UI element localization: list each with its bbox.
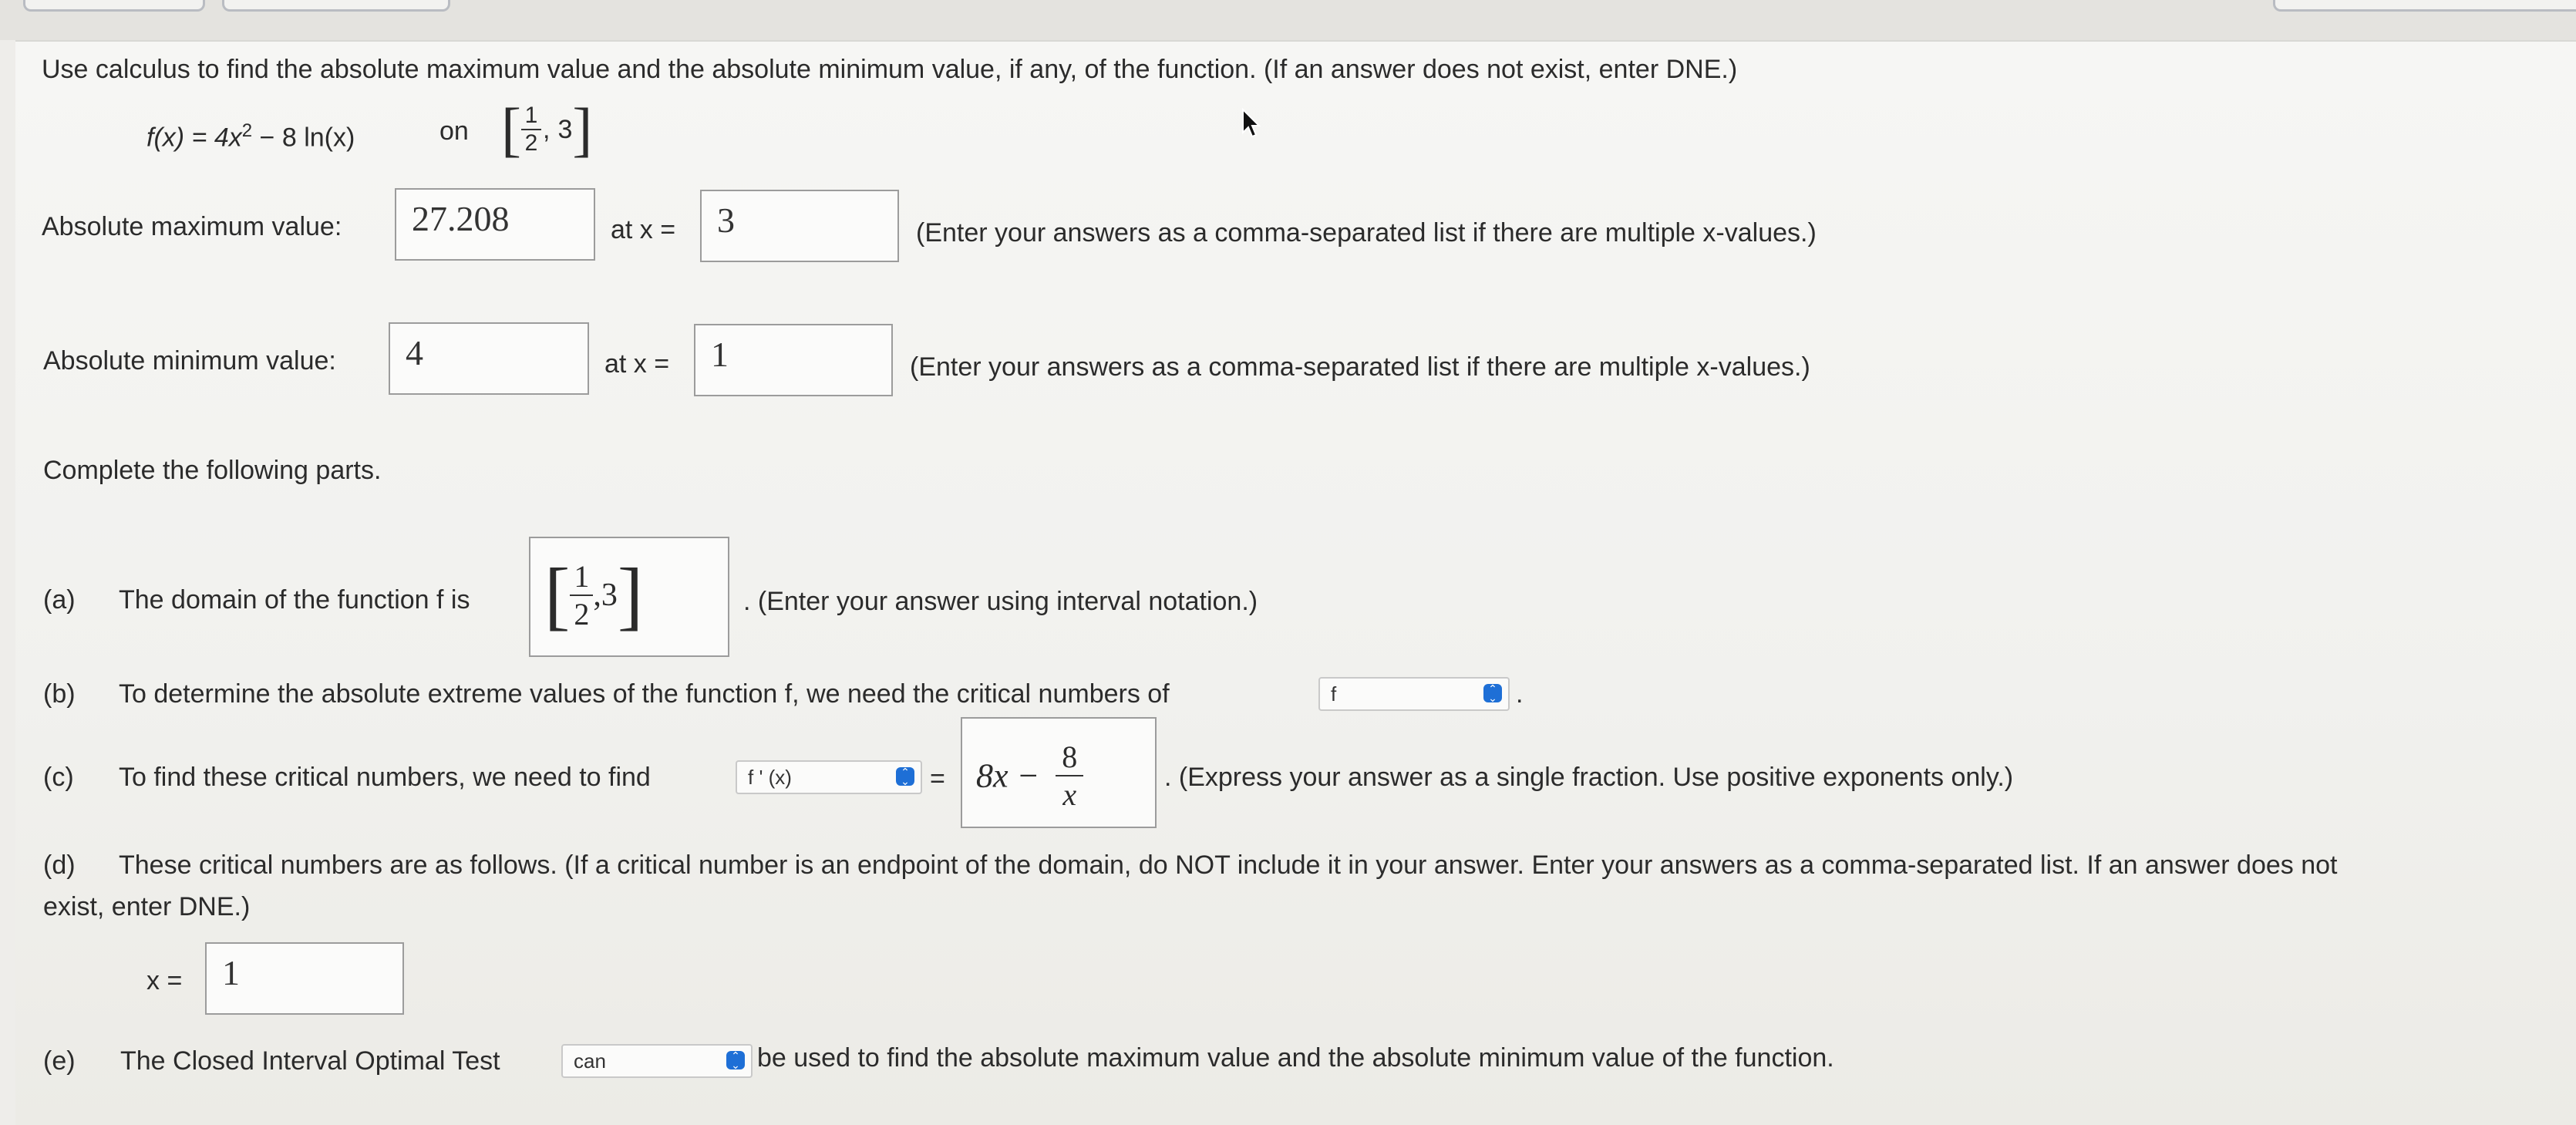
domain-numerator: 1 <box>574 559 590 594</box>
abs-max-value: 27.208 <box>412 199 510 238</box>
part-b-text: To determine the absolute extreme values of the function f, we need the critical numbers of <box>119 679 1170 709</box>
derivative-denominator: x <box>1062 777 1077 812</box>
abs-min-value-input[interactable] <box>389 322 589 395</box>
abs-max-x-value: 3 <box>717 200 735 240</box>
domain-denominator: 2 <box>574 597 590 632</box>
function-rest: − 8 ln(x) <box>252 123 355 153</box>
interval-numerator: 1 <box>524 103 538 128</box>
part-a-tag: (a) <box>43 585 76 615</box>
abs-min-at-label: at x = <box>604 349 670 379</box>
abs-max-hint: (Enter your answers as a comma-separated list if there are multiple x-values.) <box>916 218 1817 248</box>
function-exponent: 2 <box>241 120 253 141</box>
top-tab-left <box>23 0 205 12</box>
part-a-hint: . (Enter your answer using interval notation.) <box>743 587 1258 616</box>
domain-close-bracket: ] <box>617 552 644 638</box>
instructions-text: Use calculus to find the absolute maximum value and the absolute minimum value, if any, of the function. (If an answer does not exist, enter DNE.) <box>42 55 1738 84</box>
mouse-pointer-icon <box>1241 108 1261 139</box>
interval-open-bracket: [ <box>501 96 521 163</box>
part-e-select-value: can <box>574 1049 606 1073</box>
abs-min-x-value: 1 <box>711 335 729 374</box>
domain-separator: , <box>593 578 601 613</box>
part-d-text-line2: exist, enter DNE.) <box>43 892 251 921</box>
part-c-equals: = <box>930 764 945 793</box>
abs-min-hint: (Enter your answers as a comma-separated list if there are multiple x-values.) <box>910 352 1810 382</box>
part-d-x-label: x = <box>146 966 183 995</box>
function-lhs: f(x) = 4x <box>146 123 242 153</box>
interval-separator: , <box>542 114 551 144</box>
abs-max-x-input[interactable] <box>700 190 899 262</box>
part-c-tag: (c) <box>43 763 74 792</box>
interval-close-bracket: ] <box>572 96 593 163</box>
part-a-domain-input[interactable] <box>529 537 729 657</box>
derivative-fraction <box>1056 739 1083 813</box>
complete-parts-heading: Complete the following parts. <box>43 456 382 485</box>
part-c-text: To find these critical numbers, we need to find <box>119 763 651 792</box>
top-tab-right <box>2273 0 2576 12</box>
part-c-select[interactable] <box>736 760 922 794</box>
derivative-lead: 8x − <box>976 756 1040 795</box>
part-e-text: The Closed Interval Optimal Test <box>120 1046 500 1076</box>
interval-denominator: 2 <box>524 130 538 156</box>
abs-max-label: Absolute maximum value: <box>42 212 342 241</box>
function-interval <box>501 97 592 162</box>
part-b-trailing: . <box>1516 679 1524 709</box>
part-a-domain-answer <box>544 554 643 637</box>
abs-min-label: Absolute minimum value: <box>43 346 336 376</box>
function-expression <box>146 116 355 153</box>
domain-open-bracket: [ <box>544 552 571 638</box>
abs-max-value-input[interactable] <box>395 188 595 261</box>
interval-end: 3 <box>557 114 573 144</box>
part-b-tag: (b) <box>43 679 76 709</box>
part-d-critical-value: 1 <box>222 953 240 992</box>
abs-min-x-input[interactable] <box>694 324 893 396</box>
part-c-select-value: f ' (x) <box>748 766 792 789</box>
domain-end: 3 <box>601 578 618 613</box>
part-a-text: The domain of the function f is <box>119 585 470 615</box>
part-b-select[interactable] <box>1318 677 1510 711</box>
select-updown-icon: ⌃ ⌄ <box>1483 684 1502 702</box>
derivative-numerator: 8 <box>1062 739 1078 774</box>
part-d-text-line1: These critical numbers are as follows. (If a critical number is an endpoint of the domain, do NOT include it in your answer. Enter your answers as a comma-separated list. If an answer does not <box>119 850 2338 880</box>
part-e-select[interactable] <box>561 1044 753 1078</box>
part-e-tag: (e) <box>43 1046 76 1076</box>
function-on-label: on <box>439 116 469 146</box>
part-b-select-value: f <box>1331 682 1337 706</box>
part-d-critical-input[interactable] <box>205 942 404 1015</box>
part-c-hint: . (Express your answer as a single fraction. Use positive exponents only.) <box>1164 763 2014 792</box>
abs-max-at-label: at x = <box>611 215 676 244</box>
abs-min-value: 4 <box>406 333 423 372</box>
part-e-text-after: be used to find the absolute maximum value and the absolute minimum value of the function. <box>757 1043 1834 1073</box>
domain-fraction <box>570 558 593 632</box>
part-d-tag: (d) <box>43 850 76 880</box>
interval-fraction <box>521 103 541 157</box>
part-c-derivative-input[interactable] <box>961 717 1157 828</box>
select-updown-icon: ⌃ ⌄ <box>896 767 914 786</box>
select-updown-icon: ⌃ ⌄ <box>726 1051 745 1069</box>
part-c-derivative-answer <box>976 739 1083 813</box>
top-tab-middle <box>222 0 450 12</box>
